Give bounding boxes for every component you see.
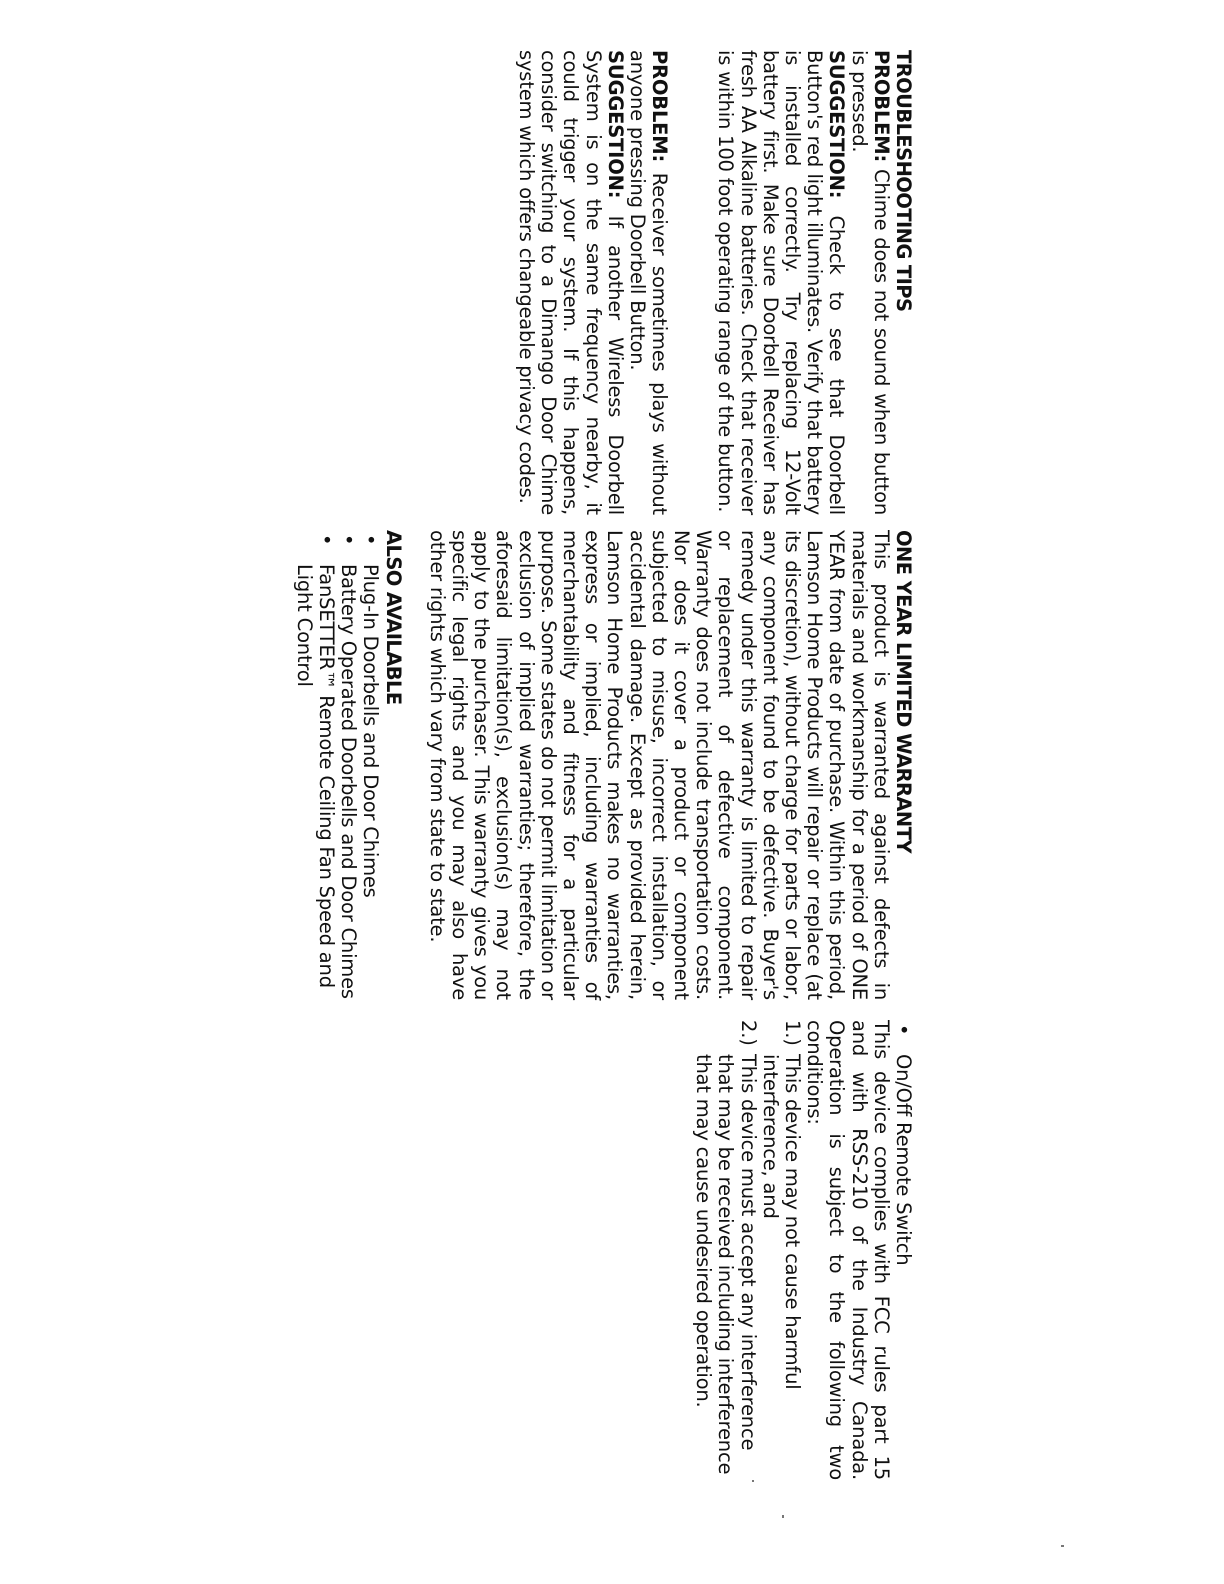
- also-available-list-continued: [892, 1020, 914, 1480]
- scan-speck: [1061, 1545, 1064, 1547]
- fcc-statement: This device complies with FCC rules part 15 and with RSS-210 of the Industry Canada. Operation is subject to the following two conditions:: [803, 1020, 893, 1480]
- suggestion-1-text: Check to see that Doorbell Button's red light illuminates. Verify that battery is installed correctly. Try replacing 12-Volt battery first. Make sure Doorbell Receiver has fresh AA Alkaline batteries. Check that receiver is within 100 foot operating range of the button.: [714, 50, 849, 516]
- bullet-icon: •: [892, 1024, 915, 1036]
- also-available-list: [293, 530, 382, 1000]
- scan-speck: [752, 1480, 754, 1482]
- condition-2-number: 2.): [736, 1020, 760, 1046]
- suggestion-1: [714, 50, 847, 515]
- problem-2-text: Receiver sometimes plays without anyone pressing Doorbell Button.: [625, 50, 672, 516]
- condition-1: [759, 1020, 803, 1480]
- condition-1-number: 1.): [780, 1020, 804, 1046]
- condition-1-text: This device may not cause harmful interference, and: [758, 1054, 804, 1390]
- list-item: [892, 1020, 914, 1480]
- problem-2: [626, 50, 670, 515]
- problem-2-label: PROBLEM:: [648, 50, 672, 163]
- list-item: [293, 530, 337, 1000]
- suggestion-2-text: If another Wireless Doorbell System is on the same frequency nearby, it could trigger your system. If this happens, consider switching to a Dimango Door Chime system which offers changeable privacy codes.: [514, 50, 627, 515]
- suggestion-2: [515, 50, 626, 515]
- warranty-text: This product is warranted against defects in materials and workmanship for a period of ONE YEAR from date of purchase. Within this period, Lamson Home Products will repair or replace (at its discretion), without charge for parts or labor, any component found to be defective. Buyer's remedy under this warranty is limited to repair or replacement of defective component. Warranty does not include transportation costs. Nor does it cover a product or component subjected to misuse, incorrect installation, or accidental damage. Except as provided herein, Lamson Home Products makes no warranties, express or implied, including warranties of merchantability and fitness for a particular purpose. Some states do not permit limitation or exclusion of implied warranties; therefore, the aforesaid limitation(s), exclusion(s) may not apply to the purchaser. This warranty gives you specific legal rights and you may also have other rights which vary from state to state.: [425, 530, 893, 1000]
- bullet-icon: •: [337, 534, 361, 546]
- suggestion-1-label: SUGGESTION:: [825, 50, 849, 199]
- scan-speck: [782, 1515, 784, 1518]
- warranty-section: [293, 530, 914, 1000]
- list-item-text: Battery Operated Doorbells and Door Chimes: [337, 564, 361, 999]
- condition-2: [692, 1020, 759, 1480]
- compliance-section: [692, 1020, 914, 1480]
- problem-1: [847, 50, 891, 515]
- warranty-title: ONE YEAR LIMITED WARRANTY: [892, 530, 915, 853]
- list-item: [337, 530, 359, 1000]
- troubleshooting-title: TROUBLESHOOTING TIPS: [892, 50, 915, 312]
- list-item-text: On/Off Remote Switch: [892, 1054, 915, 1266]
- problem-1-label: PROBLEM:: [869, 50, 893, 163]
- list-item-text: Plug-In Doorbells and Door Chimes: [359, 564, 383, 898]
- condition-2-text: This device must accept any interference that may be received including interference that may cause undesired operation.: [692, 1054, 760, 1475]
- troubleshooting-section: [515, 50, 914, 515]
- spacer: [670, 50, 692, 515]
- spacer: [404, 530, 426, 1000]
- spacer: [692, 50, 714, 515]
- suggestion-2-label: SUGGESTION:: [603, 50, 627, 199]
- list-item-text: FanSETTER™ Remote Ceiling Fan Speed and Light Control: [292, 564, 338, 988]
- problem-1-text: Chime does not sound when button is pressed.: [847, 50, 893, 515]
- bullet-icon: •: [359, 534, 383, 546]
- list-item: [359, 530, 381, 1000]
- bullet-icon: •: [314, 534, 338, 546]
- also-available-title: ALSO AVAILABLE: [381, 530, 405, 705]
